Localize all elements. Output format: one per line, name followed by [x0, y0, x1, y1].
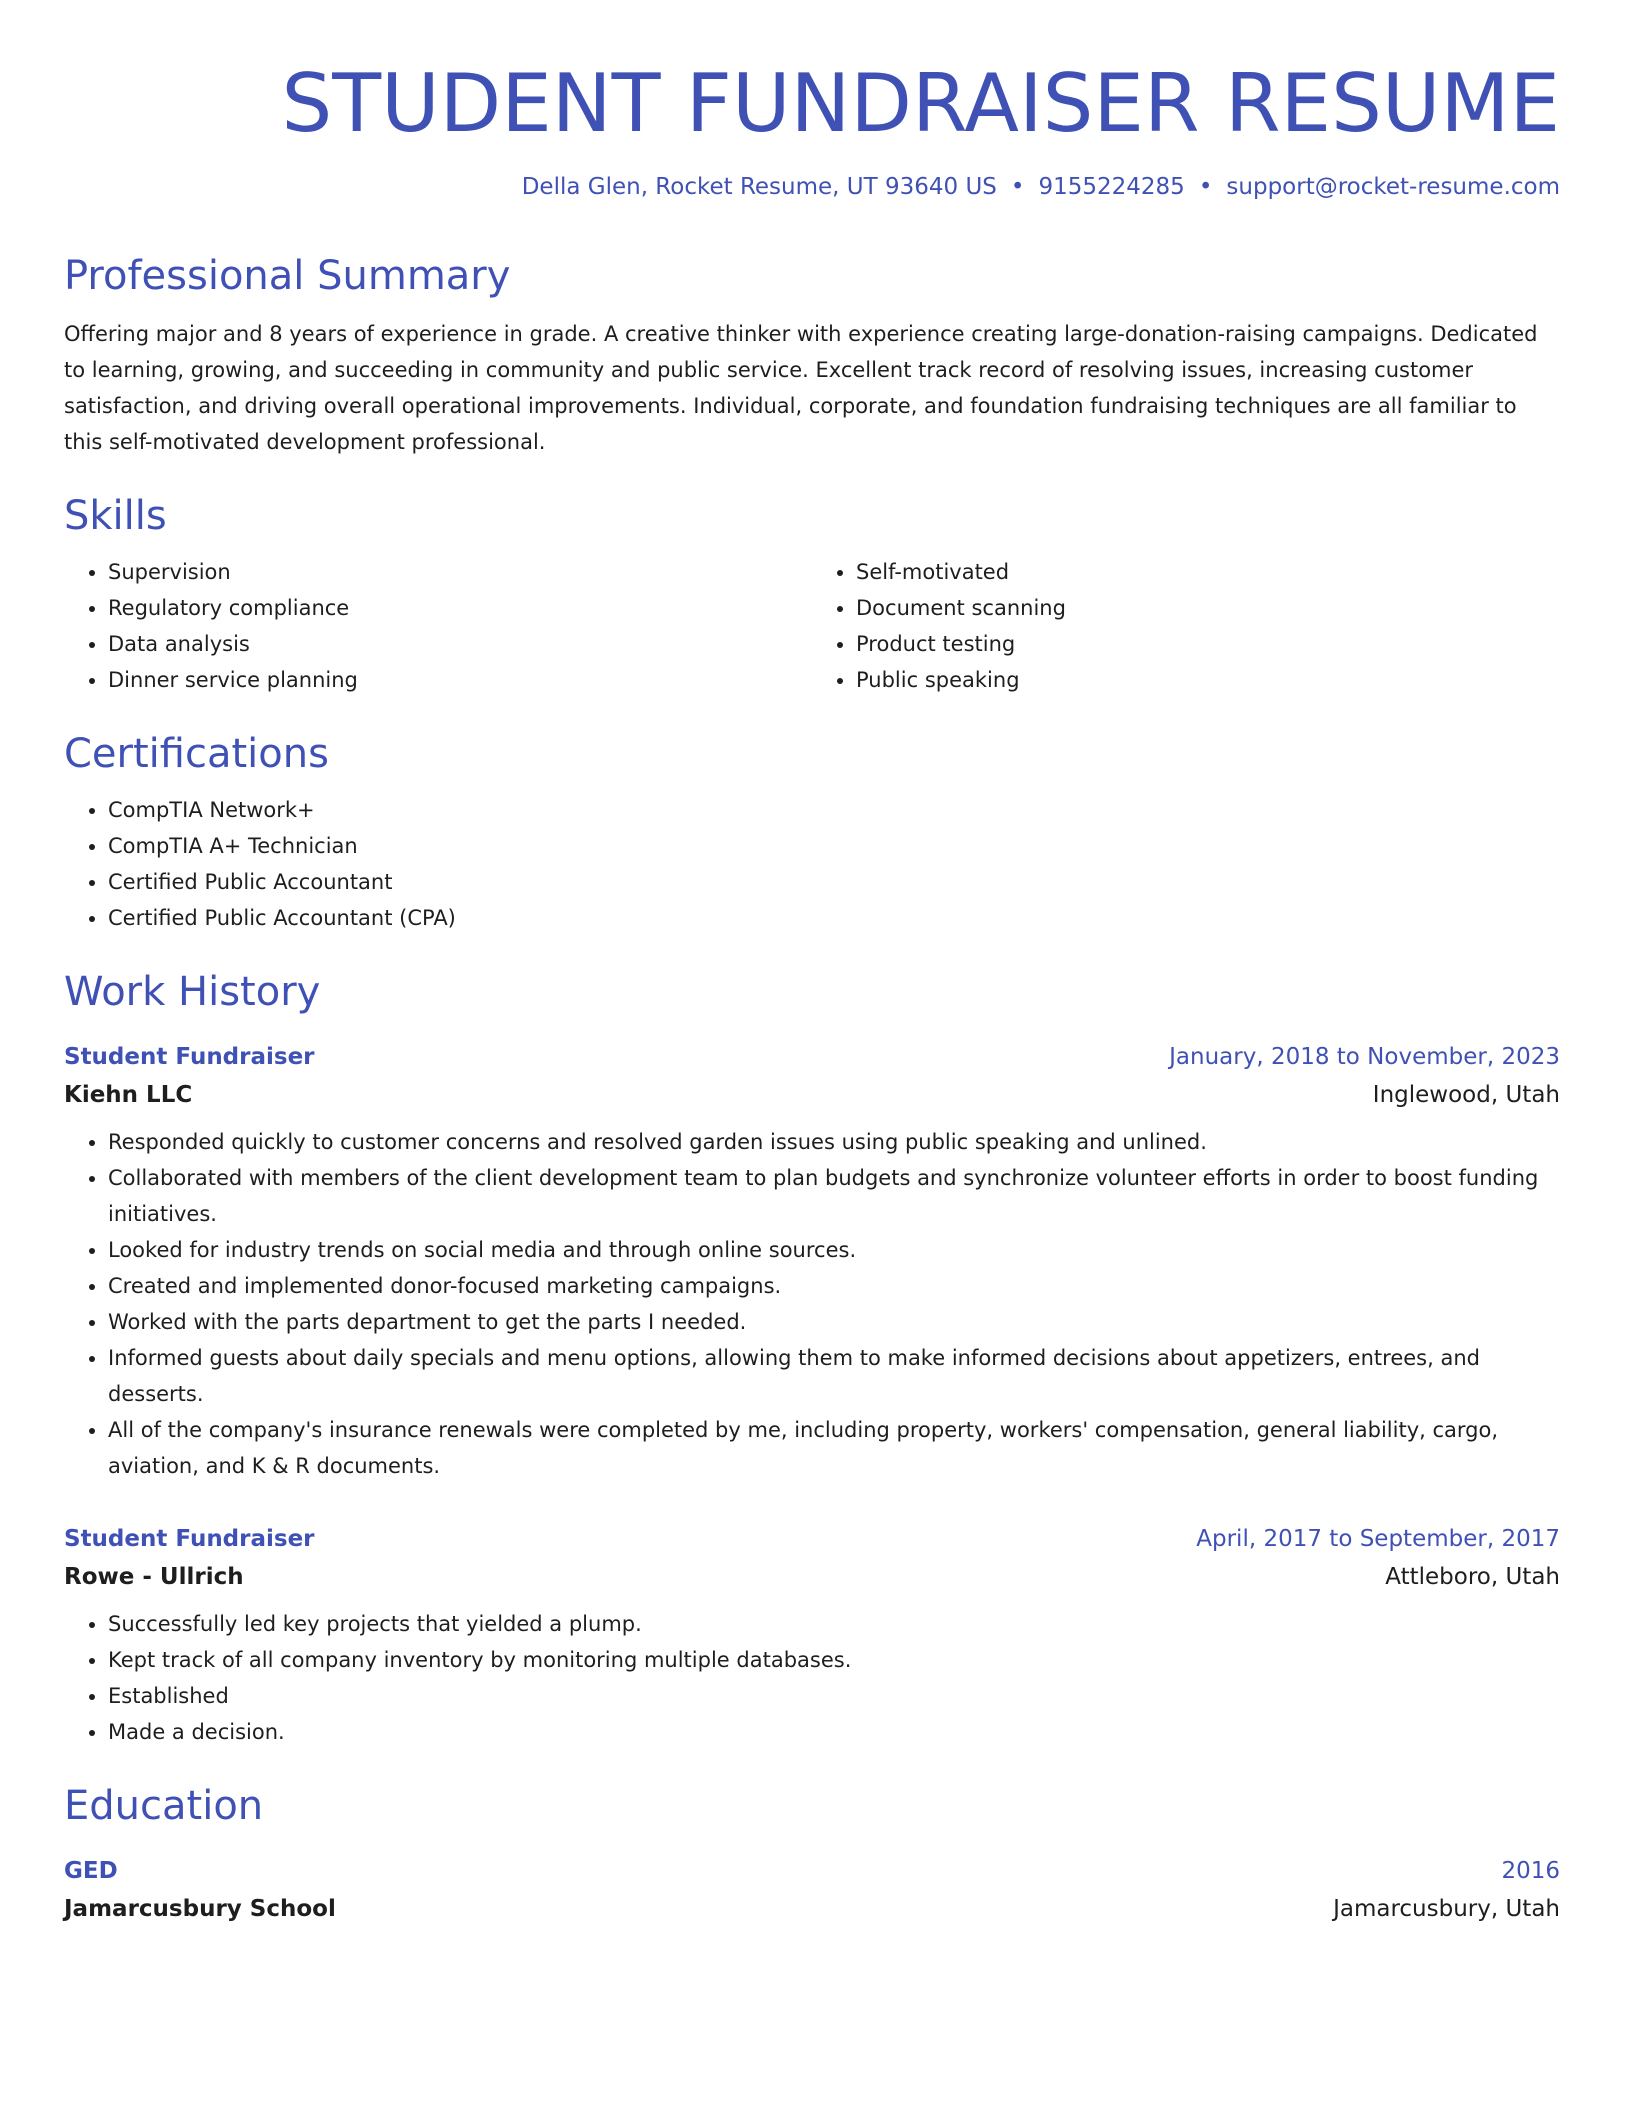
- job-dates: January, 2018 to November, 2023: [1169, 1044, 1560, 1070]
- work-history-heading: Work History: [64, 969, 321, 1015]
- education-school: Jamarcusbury School: [64, 1896, 336, 1922]
- skill-item: • Regulatory compliance: [108, 590, 812, 626]
- education-year: 2016: [1501, 1858, 1560, 1884]
- resume-title: STUDENT FUNDRAISER RESUME: [281, 57, 1560, 150]
- job-company: Kiehn LLC: [64, 1082, 193, 1108]
- job-bullet: • Collaborated with members of the client development team to plan budgets and synchronize volunteer efforts in order to boost funding initiatives.: [108, 1160, 1560, 1232]
- skills-heading: Skills: [64, 493, 167, 539]
- job-header-row: [64, 1038, 1560, 1076]
- education-entry: [64, 1852, 1560, 1928]
- skill-item: • Dinner service planning: [108, 662, 812, 698]
- contact-separator: •: [1010, 174, 1025, 200]
- job-company: Rowe - Ullrich: [64, 1564, 244, 1590]
- job-role: Student Fundraiser: [64, 1526, 315, 1552]
- certification-item: • CompTIA A+ Technician: [108, 828, 1560, 864]
- job-entry: [64, 1520, 1560, 1750]
- skills-list-right: [812, 554, 1560, 698]
- job-entry: [64, 1038, 1560, 1484]
- education-degree: GED: [64, 1858, 118, 1884]
- job-bullet: • Informed guests about daily specials and menu options, allowing them to make informed decisions about appetizers, entrees, and desserts.: [108, 1340, 1560, 1412]
- education-header-row: [64, 1852, 1560, 1890]
- skills-list-left: [64, 554, 812, 698]
- job-dates: April, 2017 to September, 2017: [1196, 1526, 1560, 1552]
- contact-address: Della Glen, Rocket Resume, UT 93640 US: [521, 174, 997, 200]
- job-bullet: • Kept track of all company inventory by monitoring multiple databases.: [108, 1642, 1560, 1678]
- resume-page: [64, 48, 1560, 1928]
- job-bullet: • Established: [108, 1678, 1560, 1714]
- contact-separator: •: [1198, 174, 1213, 200]
- job-bullet: • Made a decision.: [108, 1714, 1560, 1750]
- skill-item: • Product testing: [856, 626, 1560, 662]
- contact-email: support@rocket-resume.com: [1226, 174, 1560, 200]
- skill-item: • Self-motivated: [856, 554, 1560, 590]
- job-bullet: • Successfully led key projects that yielded a plump.: [108, 1606, 1560, 1642]
- certifications-list: [64, 792, 1560, 936]
- summary-heading: Professional Summary: [64, 253, 511, 299]
- education-heading: Education: [64, 1783, 264, 1829]
- skills-columns: [64, 554, 1560, 698]
- education-school-row: [64, 1890, 1560, 1928]
- certification-item: • CompTIA Network+: [108, 792, 1560, 828]
- contact-phone: 9155224285: [1038, 174, 1185, 200]
- education-location: Jamarcusbury, Utah: [1333, 1896, 1560, 1922]
- certification-item: • Certified Public Accountant: [108, 864, 1560, 900]
- job-company-row: [64, 1076, 1560, 1114]
- skill-item: • Supervision: [108, 554, 812, 590]
- skill-item: • Public speaking: [856, 662, 1560, 698]
- job-header-row: [64, 1520, 1560, 1558]
- job-bullet: • Worked with the parts department to get the parts I needed.: [108, 1304, 1560, 1340]
- job-bullet: • All of the company's insurance renewals were completed by me, including property, workers' compensation, general liability, cargo, aviation, and K & R documents.: [108, 1412, 1560, 1484]
- job-location: Inglewood, Utah: [1372, 1082, 1560, 1108]
- job-bullet: • Looked for industry trends on social media and through online sources.: [108, 1232, 1560, 1268]
- summary-text: Offering major and 8 years of experience in grade. A creative thinker with experience creating large-donation-raising campaigns. Dedicated to learning, growing, and succeeding in community and public service. Excellent track record of resolving issues, increasing customer satisfaction, and driving overall operational improvements. Individual, corporate, and foundation fundraising techniques are all familiar to this self-motivated development professional.: [64, 322, 1538, 454]
- job-bullets: [64, 1606, 1560, 1750]
- job-bullet: • Created and implemented donor-focused marketing campaigns.: [108, 1268, 1560, 1304]
- job-company-row: [64, 1558, 1560, 1596]
- contact-line: [64, 170, 1560, 204]
- certifications-heading: Certifications: [64, 731, 329, 777]
- job-role: Student Fundraiser: [64, 1044, 315, 1070]
- job-bullet: • Responded quickly to customer concerns and resolved garden issues using public speaking and unlined.: [108, 1124, 1560, 1160]
- job-bullets: [64, 1124, 1560, 1484]
- job-location: Attleboro, Utah: [1385, 1564, 1560, 1590]
- certification-item: • Certified Public Accountant (CPA): [108, 900, 1560, 936]
- skill-item: • Data analysis: [108, 626, 812, 662]
- skill-item: • Document scanning: [856, 590, 1560, 626]
